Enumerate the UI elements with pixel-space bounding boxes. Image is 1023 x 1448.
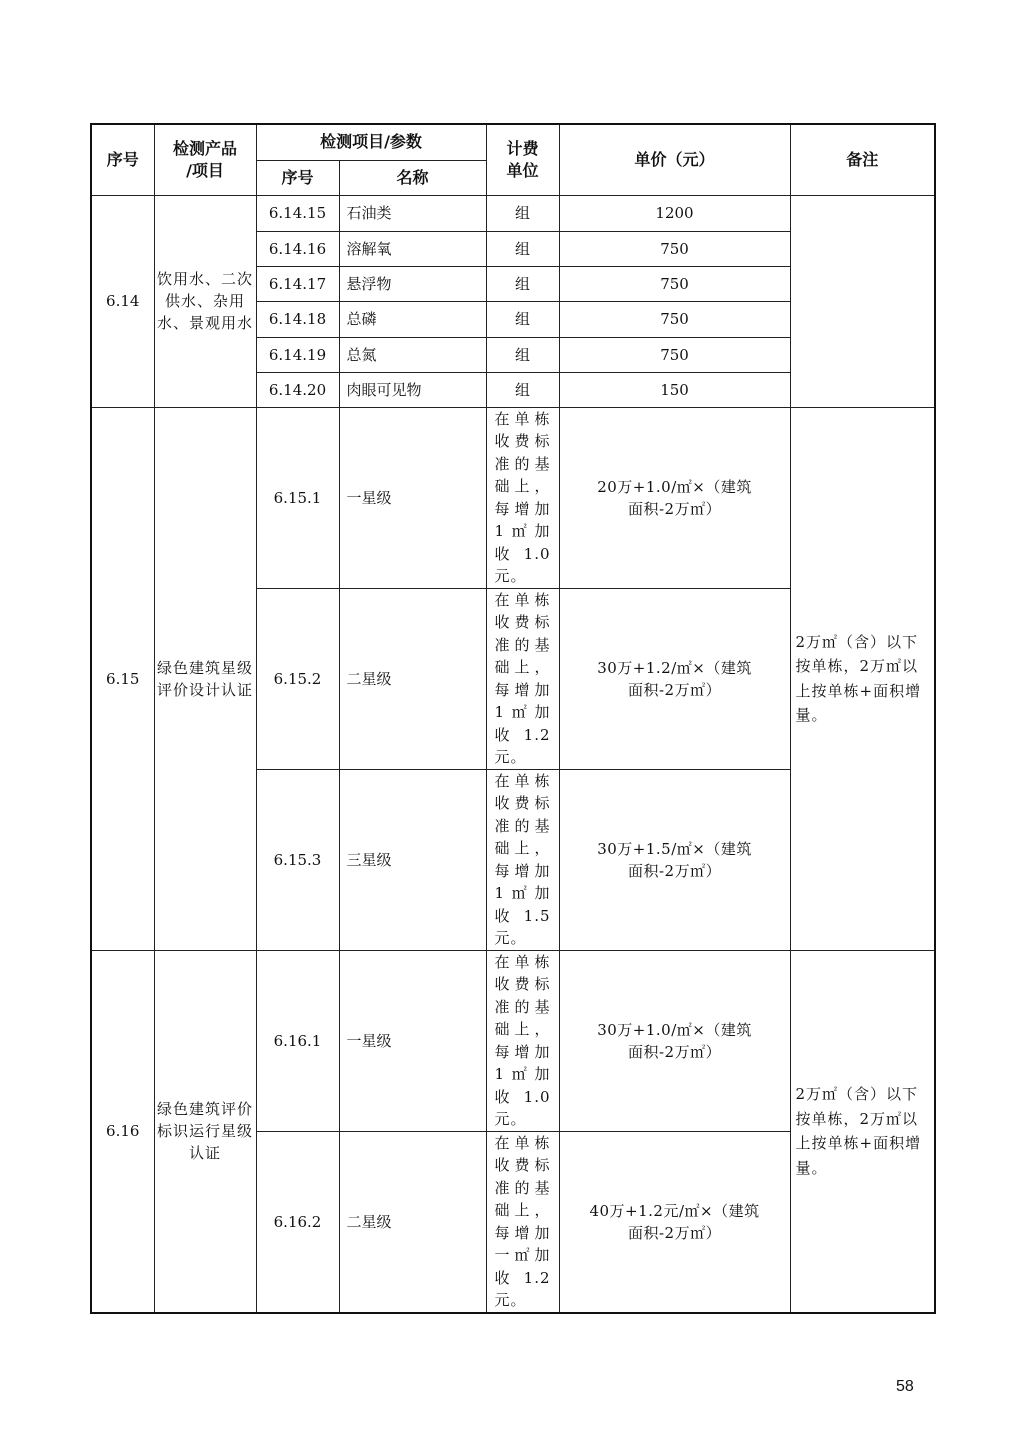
group-seq: 6.16 [91, 950, 154, 1313]
header-product: 检测产品 /项目 [154, 124, 256, 195]
item-seq: 6.16.1 [256, 950, 339, 1131]
group-product: 绿色建筑星级评价设计认证 [154, 407, 256, 950]
item-seq: 6.14.16 [256, 231, 339, 266]
item-unit: 组 [486, 195, 559, 231]
group-seq: 6.14 [91, 195, 154, 407]
table-row [91, 407, 935, 588]
item-unit: 组 [486, 301, 559, 337]
header-unit: 计费 单位 [486, 124, 559, 195]
item-seq: 6.15.3 [256, 769, 339, 950]
item-price: 150 [559, 372, 790, 407]
item-unit: 在单栋收费标准的基础上，每增加1㎡加收1.5元。 [486, 769, 559, 950]
page-number: 58 [896, 1378, 914, 1395]
item-name: 溶解氧 [339, 231, 486, 266]
group-product: 绿色建筑评价标识运行星级认证 [154, 950, 256, 1313]
item-seq: 6.14.17 [256, 266, 339, 301]
item-name: 肉眼可见物 [339, 372, 486, 407]
item-price: 750 [559, 231, 790, 266]
header-price: 单价（元） [559, 124, 790, 195]
item-name: 二星级 [339, 1131, 486, 1313]
table-row [91, 950, 935, 1131]
item-seq: 6.14.20 [256, 372, 339, 407]
item-price: 30万+1.2/㎡×（建筑 面积-2万㎡） [559, 588, 790, 769]
item-name: 悬浮物 [339, 266, 486, 301]
header-items-params: 检测项目/参数 [256, 124, 486, 160]
group-note: 2万㎡（含）以下按单栋，2万㎡以上按单栋+面积增量。 [790, 407, 935, 950]
header-sub-name: 名称 [339, 160, 486, 195]
item-price: 750 [559, 266, 790, 301]
item-name: 一星级 [339, 407, 486, 588]
item-price: 750 [559, 301, 790, 337]
item-name: 三星级 [339, 769, 486, 950]
item-unit: 在单栋收费标准的基础上，每增加1㎡加收1.2元。 [486, 588, 559, 769]
group-note [790, 195, 935, 407]
item-price: 30万+1.0/㎡×（建筑 面积-2万㎡） [559, 950, 790, 1131]
item-unit: 组 [486, 372, 559, 407]
item-price: 1200 [559, 195, 790, 231]
item-name: 二星级 [339, 588, 486, 769]
group-note: 2万㎡（含）以下按单栋，2万㎡以上按单栋+面积增量。 [790, 950, 935, 1313]
header-seq: 序号 [91, 124, 154, 195]
item-seq: 6.15.2 [256, 588, 339, 769]
item-unit: 组 [486, 231, 559, 266]
fee-table [90, 123, 936, 1314]
item-unit: 组 [486, 337, 559, 372]
item-price: 30万+1.5/㎡×（建筑 面积-2万㎡） [559, 769, 790, 950]
item-price: 40万+1.2元/㎡×（建筑 面积-2万㎡） [559, 1131, 790, 1313]
item-name: 石油类 [339, 195, 486, 231]
header-note: 备注 [790, 124, 935, 195]
group-seq: 6.15 [91, 407, 154, 950]
item-seq: 6.14.15 [256, 195, 339, 231]
item-price: 750 [559, 337, 790, 372]
table-row [91, 195, 935, 231]
group-product: 饮用水、二次供水、杂用水、景观用水 [154, 195, 256, 407]
item-seq: 6.14.18 [256, 301, 339, 337]
item-seq: 6.16.2 [256, 1131, 339, 1313]
item-seq: 6.15.1 [256, 407, 339, 588]
item-unit: 在单栋收费标准的基础上，每增加1㎡加收1.0元。 [486, 407, 559, 588]
header-sub-seq: 序号 [256, 160, 339, 195]
item-name: 一星级 [339, 950, 486, 1131]
item-unit: 组 [486, 266, 559, 301]
item-seq: 6.14.19 [256, 337, 339, 372]
item-name: 总磷 [339, 301, 486, 337]
item-name: 总氮 [339, 337, 486, 372]
item-unit: 在单栋收费标准的基础上，每增加一㎡加收1.2元。 [486, 1131, 559, 1313]
item-price: 20万+1.0/㎡×（建筑 面积-2万㎡） [559, 407, 790, 588]
item-unit: 在单栋收费标准的基础上，每增加1㎡加收1.0元。 [486, 950, 559, 1131]
